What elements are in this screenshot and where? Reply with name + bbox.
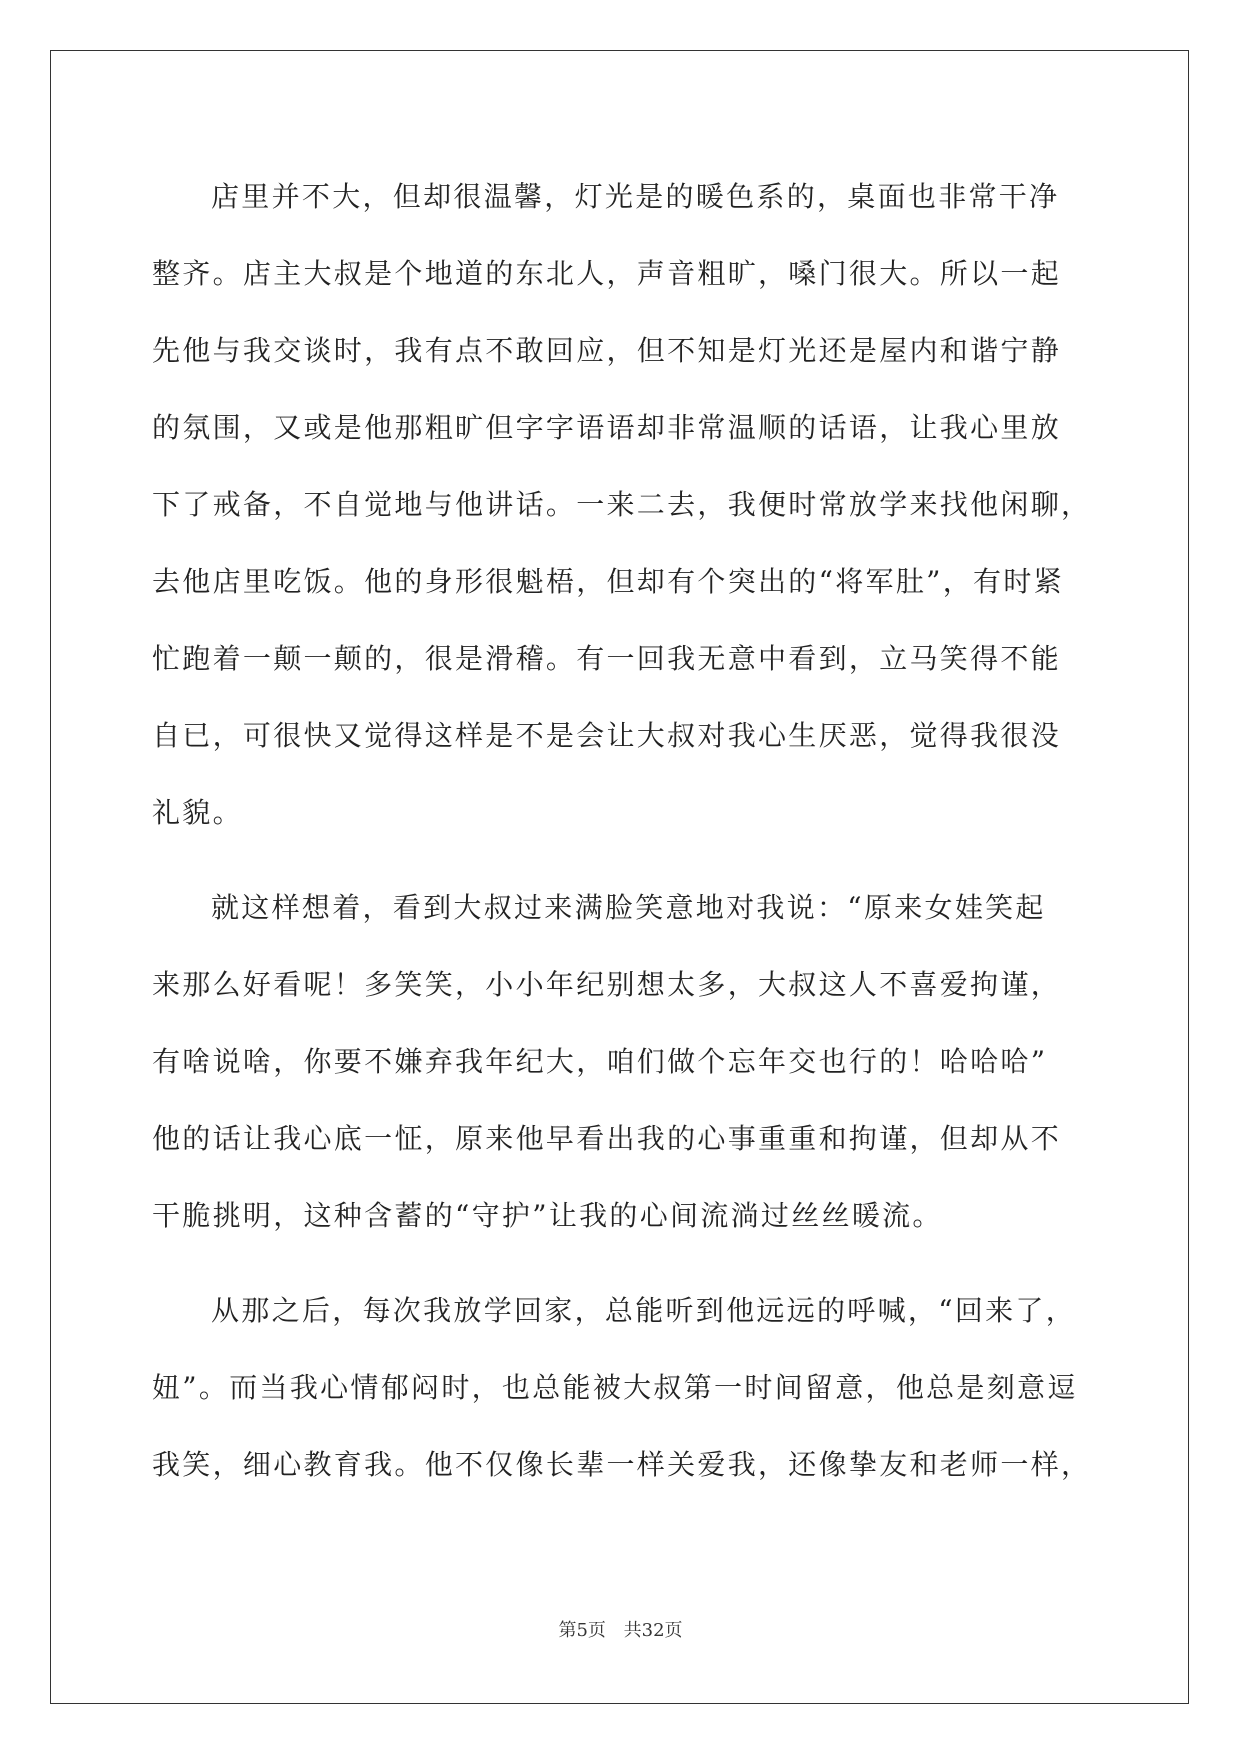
text-line: 的氛围，又或是他那粗旷但字字语语却非常温顺的话语，让我心里放	[152, 411, 1062, 444]
page-total: 共32页	[623, 1620, 683, 1641]
text-line: 自已，可很快又觉得这样是不是会让大叔对我心生厌恶，觉得我很没	[152, 719, 1062, 752]
text-line: 我笑，细心教育我。他不仅像长辈一样关爱我，还像挚友和老师一样，	[152, 1448, 1092, 1481]
text-line: 店里并不大，但却很温馨，灯光是的暖色系的，桌面也非常干净	[211, 180, 1060, 213]
paragraph-1	[152, 158, 1090, 851]
text-line: 先他与我交谈时，我有点不敢回应，但不知是灯光还是屋内和谐宁静	[152, 334, 1062, 367]
text-line: 去他店里吃饭。他的身形很魁梧，但却有个突出的“将军肚”，有时紧	[152, 565, 1064, 598]
text-line: 就这样想着，看到大叔过来满脸笑意地对我说：“原来女娃笑起	[211, 891, 1046, 924]
text-line: 有啥说啥，你要不嫌弃我年纪大，咱们做个忘年交也行的！哈哈哈”	[152, 1045, 1048, 1078]
text-line: 下了戒备，不自觉地与他讲话。一来二去，我便时常放学来找他闲聊，	[152, 488, 1092, 521]
text-line: 忙跑着一颠一颠的，很是滑稽。有一回我无意中看到，立马笑得不能	[152, 642, 1062, 675]
text-line: 从那之后，每次我放学回家，总能听到他远远的呼喊，“回来了，	[211, 1294, 1077, 1327]
text-line: 整齐。店主大叔是个地道的东北人，声音粗旷，嗓门很大。所以一起	[152, 257, 1062, 290]
text-line: 干脆挑明，这种含蓄的“守护”让我的心间流淌过丝丝暖流。	[152, 1199, 943, 1232]
text-line: 妞”。而当我心情郁闷时，也总能被大叔第一时间留意，他总是刻意逗	[152, 1371, 1078, 1404]
text-line: 礼貌。	[152, 796, 243, 829]
page-footer	[0, 1616, 1241, 1642]
text-line: 他的话让我心底一怔，原来他早看出我的心事重重和拘谨，但却从不	[152, 1122, 1062, 1155]
page-number: 第5页	[558, 1620, 606, 1641]
document-body	[152, 158, 1090, 1503]
text-line: 来那么好看呢！多笑笑，小小年纪别想太多，大叔这人不喜爱拘谨，	[152, 968, 1062, 1001]
paragraph-2	[152, 869, 1090, 1254]
paragraph-3	[152, 1272, 1090, 1503]
